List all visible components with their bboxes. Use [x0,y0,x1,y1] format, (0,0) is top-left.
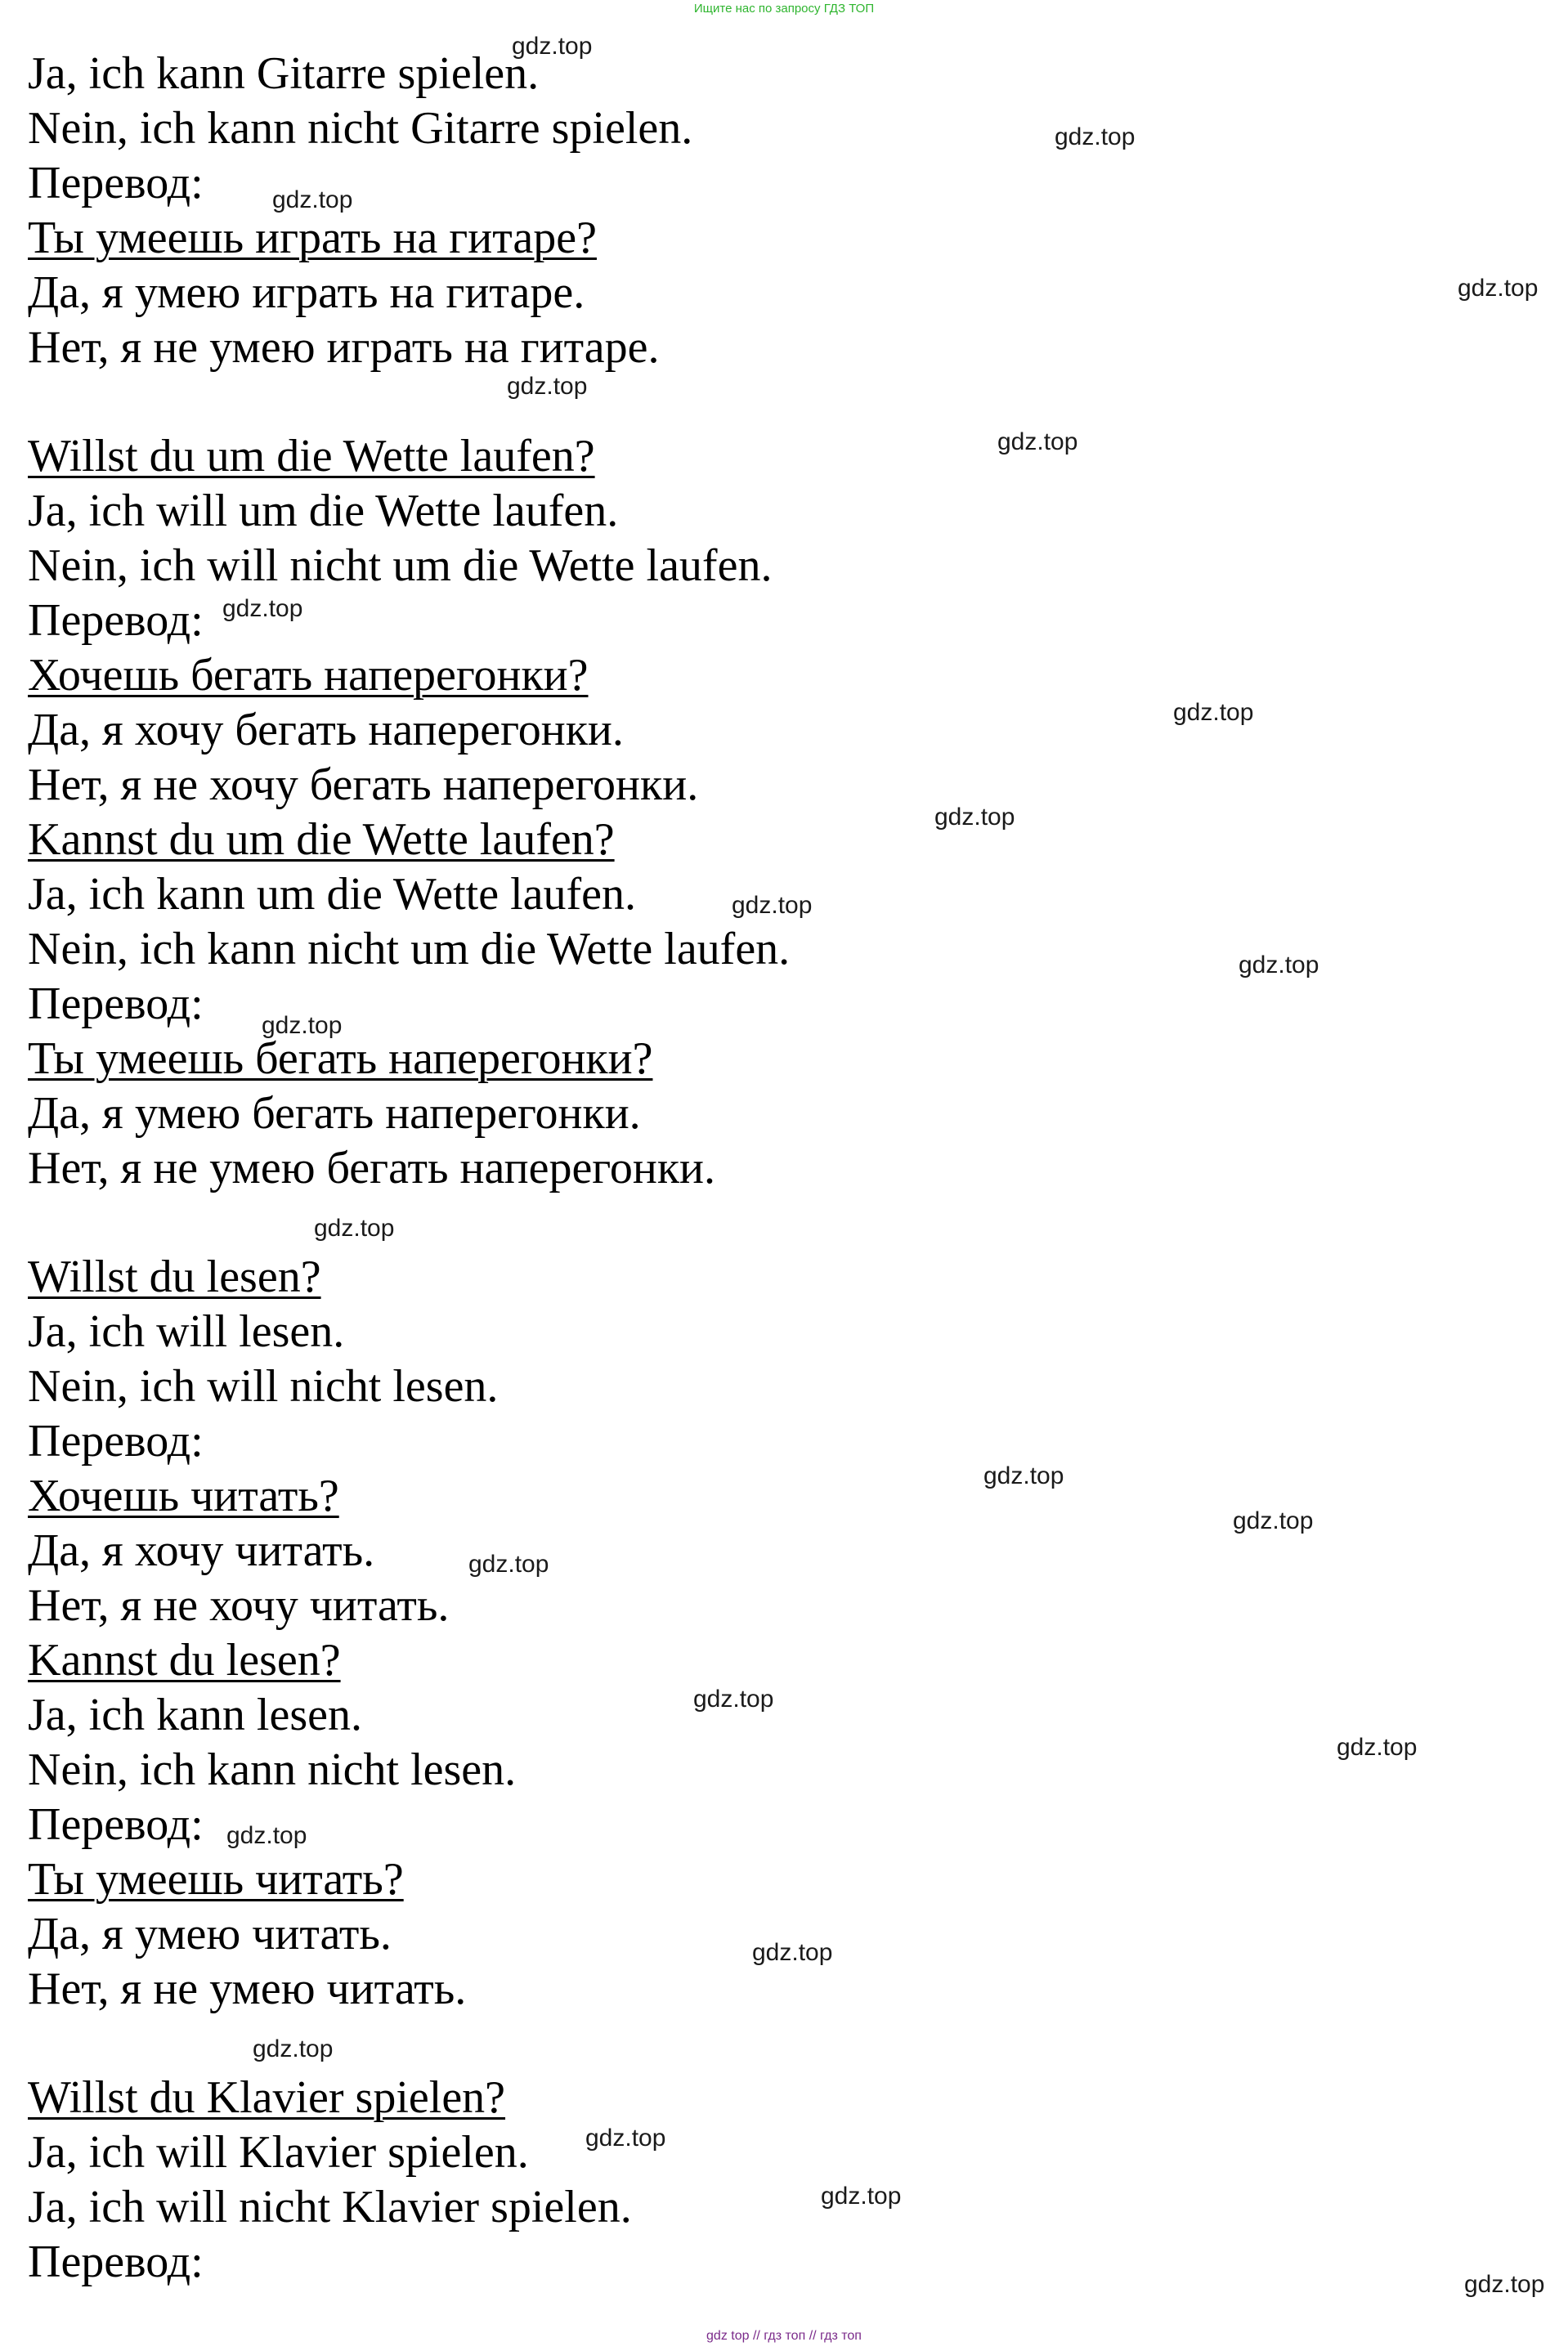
question-line: Хочешь читать? [28,1471,339,1521]
footer-note: gdz top // гдз топ // гдз топ [706,2329,862,2343]
text-line: Nein, ich kann nicht lesen. [28,1744,517,1795]
watermark-text: gdz.top [934,804,1015,831]
text-line: Нет, я не хочу читать. [28,1580,450,1631]
watermark-text: gdz.top [226,1822,307,1849]
text-line: Перевод: [28,1799,204,1850]
watermark-text: gdz.top [1464,2271,1545,2298]
watermark-text: gdz.top [1173,699,1254,726]
text-line: Nein, ich kann nicht um die Wette laufen. [28,924,791,974]
watermark-text: gdz.top [1458,275,1539,302]
text-line: Перевод: [28,2237,204,2287]
watermark-text: gdz.top [222,595,303,622]
text-line: Nein, ich will nicht lesen. [28,1361,499,1412]
watermark-text: gdz.top [253,2035,334,2062]
question-line: Ты умеешь играть на гитаре? [28,213,597,263]
question-line: Willst du Klavier spielen? [28,2072,506,2123]
watermark-text: gdz.top [983,1462,1064,1489]
watermark-text: gdz.top [1337,1734,1418,1761]
text-line: Перевод: [28,1416,204,1467]
question-line: Willst du um die Wette laufen? [28,431,595,481]
watermark-text: gdz.top [1055,123,1136,150]
text-line: Nein, ich kann nicht Gitarre spielen. [28,103,693,154]
text-line: Да, я хочу бегать наперегонки. [28,705,624,755]
question-line: Ты умеешь бегать наперегонки? [28,1033,653,1084]
watermark-text: gdz.top [997,428,1078,455]
text-line: Да, я умею играть на гитаре. [28,267,585,318]
text-line: Перевод: [28,595,204,646]
watermark-text: gdz.top [732,892,813,919]
text-line: Да, я хочу читать. [28,1525,375,1576]
text-line: Ja, ich will Klavier spielen. [28,2127,529,2178]
watermark-text: gdz.top [272,186,353,213]
watermark-text: gdz.top [262,1012,343,1039]
text-line: Нет, я не хочу бегать наперегонки. [28,759,699,810]
text-line: Ja, ich kann um die Wette laufen. [28,869,636,920]
text-line: Да, я умею бегать наперегонки. [28,1088,641,1139]
watermark-text: gdz.top [507,373,588,400]
text-line: Перевод: [28,978,204,1029]
text-line: Ja, ich will nicht Klavier spielen. [28,2182,632,2232]
watermark-text: gdz.top [693,1686,774,1713]
text-line: Ja, ich kann lesen. [28,1690,362,1740]
text-line: Да, я умею читать. [28,1909,392,1959]
question-line: Ты умеешь читать? [28,1854,404,1905]
text-line: Нет, я не умею читать. [28,1964,467,2014]
watermark-text: gdz.top [512,33,593,60]
text-line: Ja, ich will um die Wette laufen. [28,486,619,536]
text-line: Нет, я не умею бегать наперегонки. [28,1143,716,1193]
text-line: Nein, ich will nicht um die Wette laufen. [28,540,773,591]
question-line: Хочешь бегать наперегонки? [28,650,589,701]
text-line: Ja, ich will lesen. [28,1306,345,1357]
search-hint: Ищите нас по запросу ГДЗ ТОП [693,2,875,16]
watermark-text: gdz.top [1239,952,1319,978]
watermark-text: gdz.top [821,2183,902,2210]
watermark-text: gdz.top [468,1551,549,1578]
text-line: Ja, ich kann Gitarre spielen. [28,48,540,99]
watermark-text: gdz.top [1233,1507,1314,1534]
watermark-text: gdz.top [314,1215,395,1242]
question-line: Kannst du lesen? [28,1635,341,1686]
text-line: Нет, я не умею играть на гитаре. [28,322,660,373]
question-line: Kannst du um die Wette laufen? [28,814,615,865]
text-line: Перевод: [28,158,204,208]
watermark-text: gdz.top [752,1939,833,1966]
question-line: Willst du lesen? [28,1252,321,1302]
watermark-text: gdz.top [585,2125,666,2152]
